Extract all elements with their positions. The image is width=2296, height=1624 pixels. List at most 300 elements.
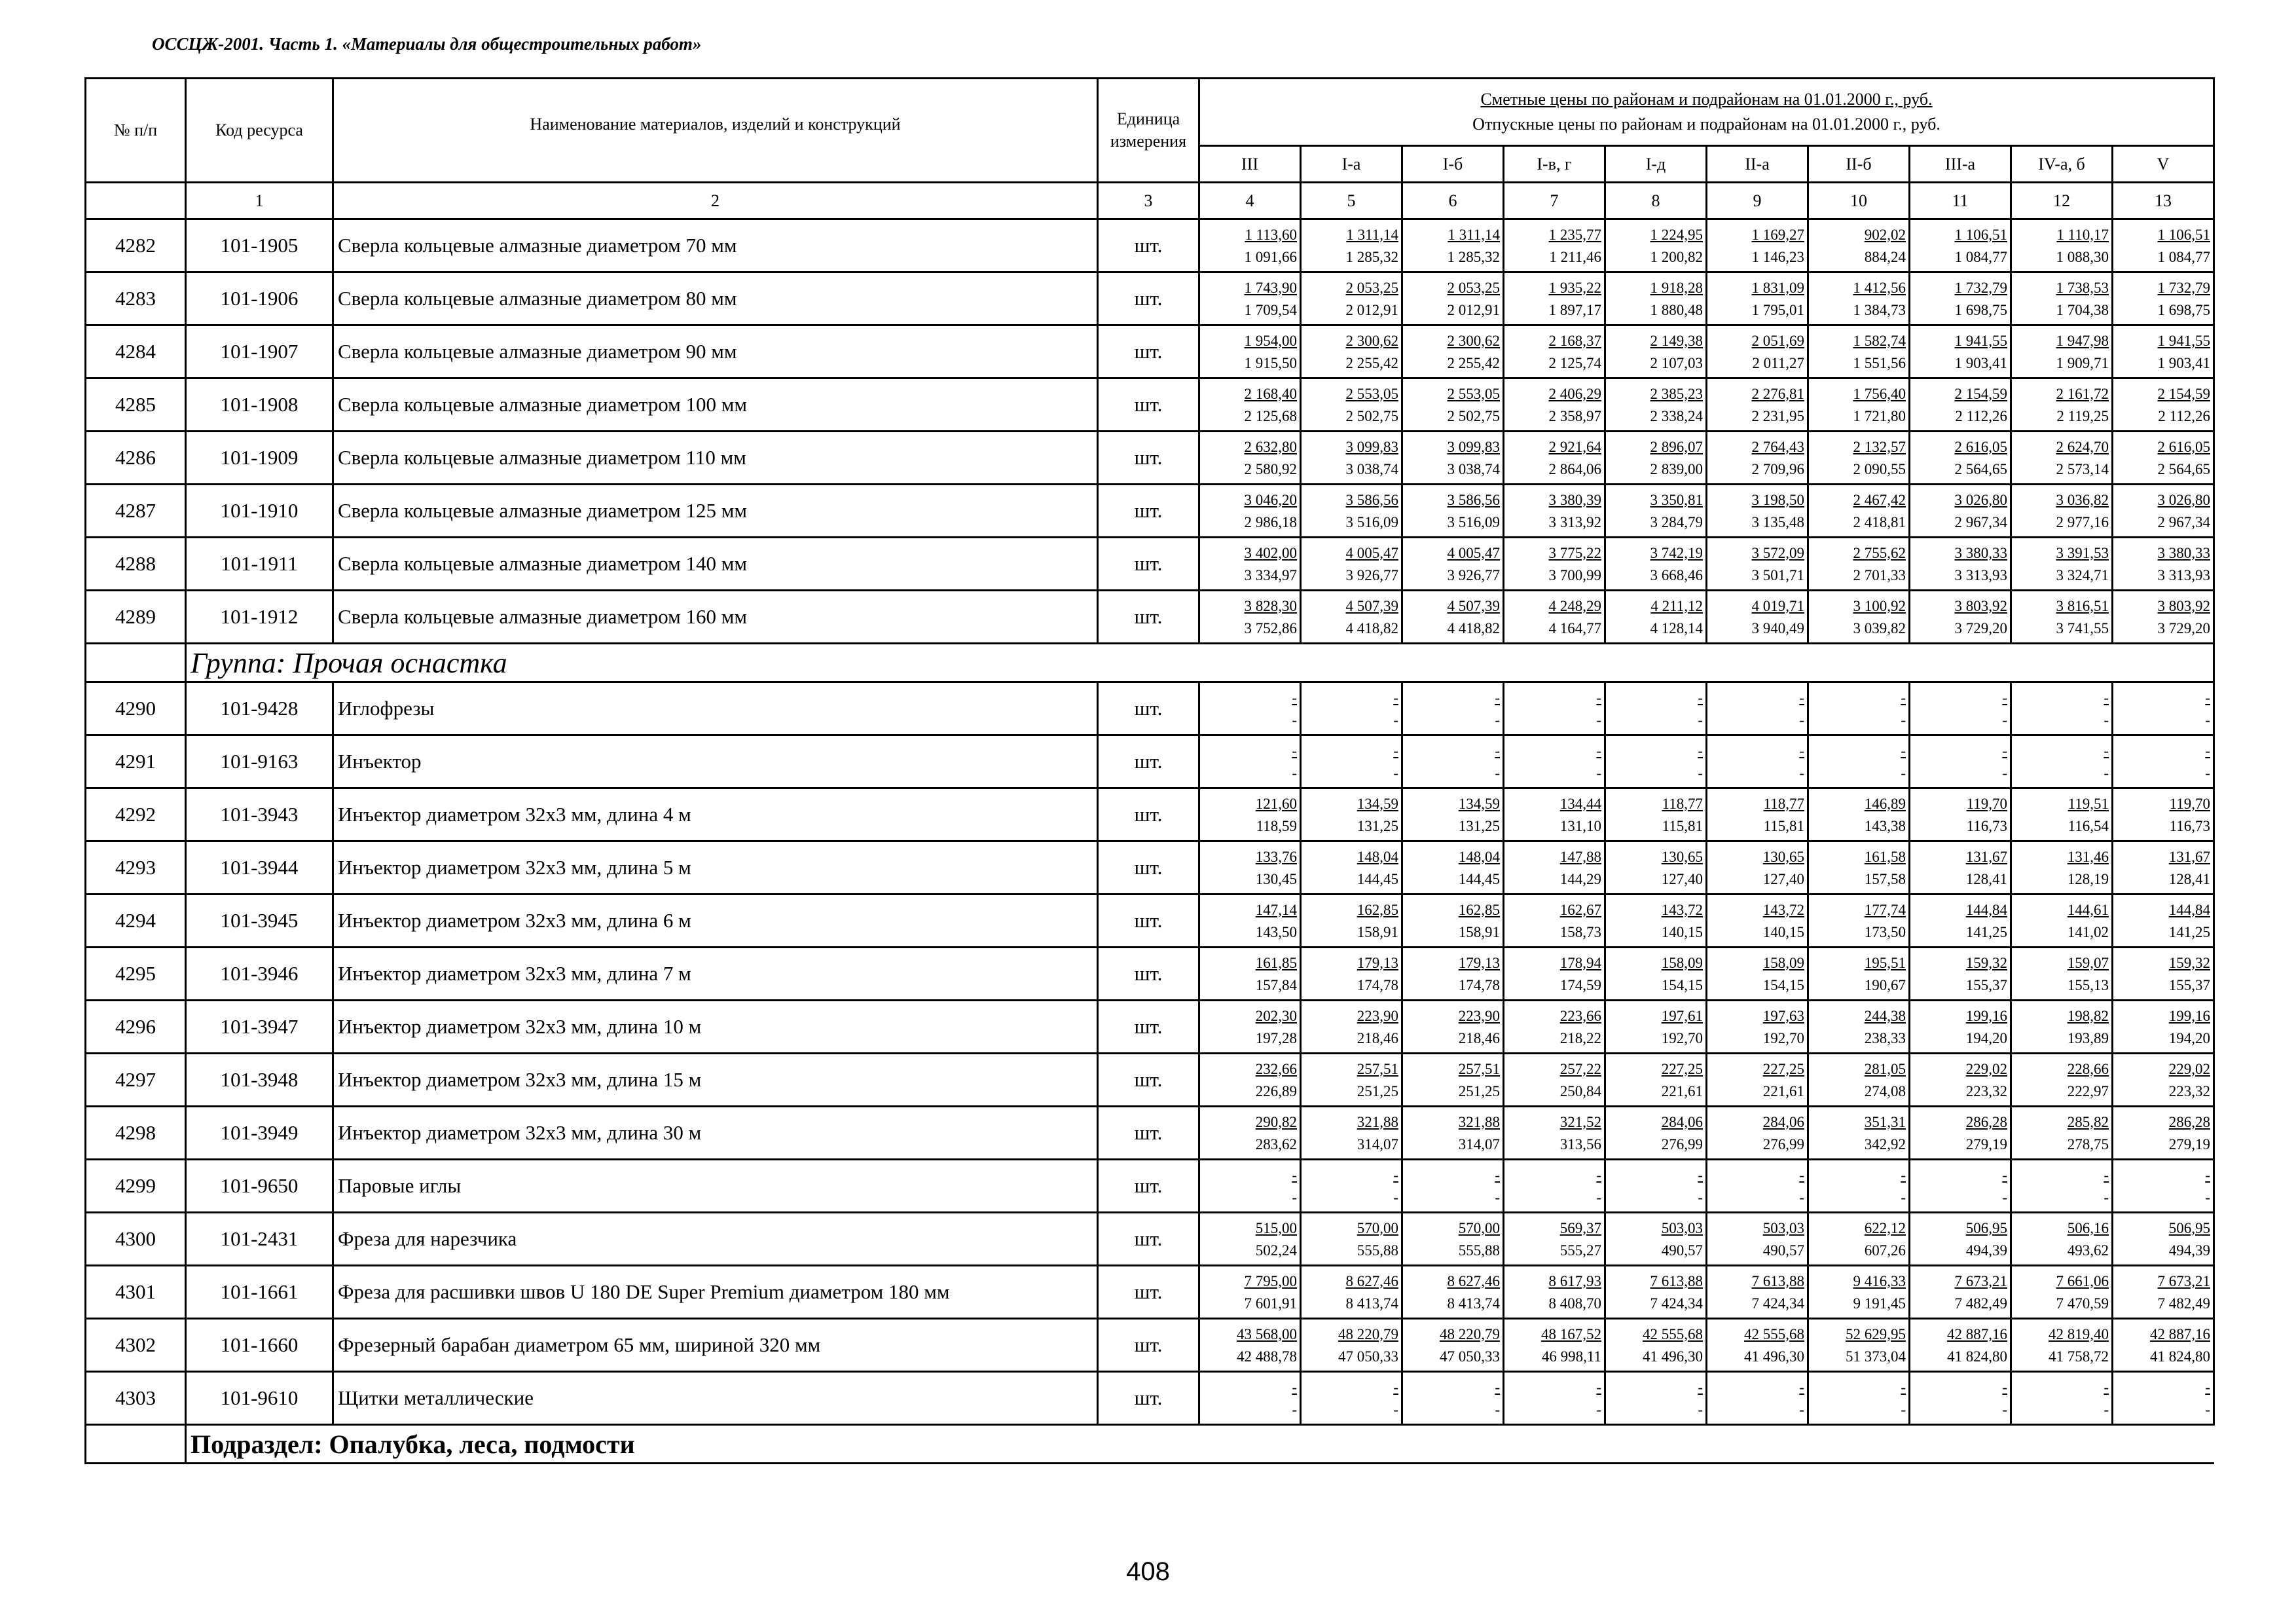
- release-price: 222,97: [2067, 1082, 2109, 1099]
- price-cell: [1808, 1107, 1910, 1160]
- resource-code: 101-9428: [186, 682, 333, 735]
- release-price: 1 903,41: [1954, 354, 2007, 371]
- price-cell: [1910, 219, 2011, 272]
- release-price: 3 926,77: [1447, 566, 1500, 583]
- price-cell: [1808, 538, 1910, 591]
- estimate-price: -: [1901, 1166, 1906, 1183]
- unit-of-measure: шт.: [1098, 841, 1199, 895]
- release-price: 1 903,41: [2157, 354, 2211, 371]
- release-price: 1 084,77: [1954, 248, 2007, 265]
- price-cell: [1707, 378, 1808, 432]
- release-price: 144,45: [1357, 870, 1398, 887]
- estimate-price: 119,51: [2068, 795, 2109, 812]
- row-number: 4282: [86, 219, 186, 272]
- release-price: 4 164,77: [1548, 619, 1601, 637]
- price-cell: [1199, 1054, 1301, 1107]
- estimate-price: 3 572,09: [1751, 544, 1804, 561]
- estimate-price: 48 220,79: [1440, 1325, 1500, 1342]
- resource-code: 101-1906: [186, 272, 333, 325]
- price-cell: [1402, 735, 1504, 788]
- release-price: -: [1799, 764, 1804, 781]
- price-cell: [1707, 895, 1808, 948]
- estimate-price: 570,00: [1458, 1219, 1500, 1236]
- estimate-price: 3 099,83: [1447, 438, 1500, 455]
- release-price: 3 752,86: [1244, 619, 1297, 637]
- release-price: 223,32: [2168, 1082, 2211, 1099]
- release-price: 51 373,04: [1846, 1348, 1906, 1365]
- release-price: 157,84: [1255, 976, 1297, 993]
- row-number: 4284: [86, 325, 186, 378]
- price-cell: [1605, 948, 1707, 1001]
- estimate-price: -: [2205, 1166, 2211, 1183]
- price-cell: [1199, 788, 1301, 841]
- price-cell: [2011, 1372, 2113, 1425]
- estimate-price: -: [1698, 689, 1703, 706]
- estimate-price: 3 046,20: [1244, 491, 1297, 508]
- release-price: 7 424,34: [1751, 1295, 1804, 1312]
- estimate-price: -: [1393, 1378, 1398, 1395]
- price-cell: [1301, 325, 1402, 378]
- release-price: -: [1495, 764, 1500, 781]
- estimate-price: 257,22: [1559, 1060, 1601, 1077]
- estimate-price: 3 198,50: [1751, 491, 1804, 508]
- estimate-price: 2 168,40: [1244, 385, 1297, 402]
- release-price: -: [1495, 1401, 1500, 1418]
- estimate-price: 321,88: [1357, 1113, 1398, 1130]
- release-price: -: [1292, 1189, 1297, 1206]
- estimate-price: 3 380,39: [1548, 491, 1601, 508]
- resource-code: 101-1909: [186, 432, 333, 485]
- release-price: 1 721,80: [1853, 407, 1906, 424]
- material-name: Сверла кольцевые алмазные диаметром 70 мм: [333, 219, 1098, 272]
- group-title: Группа: Прочая оснастка: [186, 644, 2214, 682]
- price-cell: [1910, 788, 2011, 841]
- row-number: 4303: [86, 1372, 186, 1425]
- release-price: 116,73: [2169, 817, 2211, 834]
- price-cell: [1605, 378, 1707, 432]
- unit-of-measure: шт.: [1098, 1160, 1199, 1213]
- price-cell: [1504, 591, 1605, 644]
- price-cell: [1199, 682, 1301, 735]
- release-price: 1 384,73: [1853, 301, 1906, 318]
- estimate-price: 133,76: [1255, 848, 1297, 865]
- estimate-price: 3 391,53: [2056, 544, 2109, 561]
- price-cell: [1605, 1372, 1707, 1425]
- estimate-price: 177,74: [1864, 901, 1906, 918]
- price-cell: [1199, 1001, 1301, 1054]
- estimate-price: -: [1292, 742, 1297, 759]
- price-cell: [1402, 841, 1504, 895]
- estimate-price: 130,65: [1661, 848, 1703, 865]
- price-cell: [1504, 1001, 1605, 1054]
- release-price: 221,61: [1762, 1082, 1804, 1099]
- release-price: -: [1292, 1401, 1297, 1418]
- price-cell: [2113, 788, 2214, 841]
- estimate-price: 158,09: [1762, 954, 1804, 971]
- resource-code: 101-1910: [186, 485, 333, 538]
- unit-of-measure: шт.: [1098, 682, 1199, 735]
- estimate-price: -: [2104, 1378, 2109, 1395]
- release-price: 8 408,70: [1548, 1295, 1601, 1312]
- estimate-price: -: [1292, 1378, 1297, 1395]
- release-price: -: [2002, 1189, 2007, 1206]
- release-price: 140,15: [1762, 923, 1804, 940]
- release-price: 8 413,74: [1447, 1295, 1500, 1312]
- price-cell: [1301, 1160, 1402, 1213]
- price-cell: [1402, 788, 1504, 841]
- estimate-price: 3 816,51: [2056, 597, 2109, 614]
- release-price: 238,33: [1864, 1029, 1906, 1046]
- price-cell: [1910, 735, 2011, 788]
- price-cell: [1301, 485, 1402, 538]
- estimate-price: -: [1799, 689, 1804, 706]
- estimate-price: -: [2205, 689, 2211, 706]
- row-number: 4301: [86, 1266, 186, 1319]
- release-price: 140,15: [1661, 923, 1703, 940]
- release-price: 131,25: [1458, 817, 1500, 834]
- material-name: Сверла кольцевые алмазные диаметром 160 мм: [333, 591, 1098, 644]
- estimate-price: 3 742,19: [1650, 544, 1703, 561]
- row-number: 4293: [86, 841, 186, 895]
- estimate-price: 902,02: [1864, 226, 1906, 243]
- estimate-price: 144,84: [1965, 901, 2007, 918]
- subsection-row-blank: [86, 1425, 186, 1464]
- estimate-price: 143,72: [1661, 901, 1703, 918]
- price-cell: [2011, 1266, 2113, 1319]
- column-number: 8: [1605, 183, 1707, 219]
- release-price: -: [1698, 1401, 1703, 1418]
- estimate-price: -: [1596, 742, 1601, 759]
- release-price: 276,99: [1762, 1135, 1804, 1153]
- estimate-price: 3 402,00: [1244, 544, 1297, 561]
- price-cell: [1707, 1372, 1808, 1425]
- price-cell: [1199, 1213, 1301, 1266]
- release-price: 276,99: [1661, 1135, 1703, 1153]
- estimate-price: 134,59: [1458, 795, 1500, 812]
- price-cell: [2113, 1319, 2214, 1372]
- release-price: 116,73: [1966, 817, 2007, 834]
- release-price: -: [1596, 764, 1601, 781]
- estimate-price: -: [1495, 1378, 1500, 1395]
- price-cell: [1605, 538, 1707, 591]
- price-cell: [1402, 432, 1504, 485]
- estimate-price: 1 954,00: [1244, 332, 1297, 349]
- price-cell: [1808, 735, 1910, 788]
- release-price: 2 967,34: [2157, 513, 2211, 530]
- price-cell: [1402, 538, 1504, 591]
- price-cell: [2113, 1107, 2214, 1160]
- estimate-price: 1 743,90: [1244, 279, 1297, 296]
- price-cell: [1707, 1107, 1808, 1160]
- price-cell: [1402, 325, 1504, 378]
- price-cell: [1910, 432, 2011, 485]
- resource-code: 101-1660: [186, 1319, 333, 1372]
- price-cell: [1402, 682, 1504, 735]
- material-name: Иглофрезы: [333, 682, 1098, 735]
- row-number: 4300: [86, 1213, 186, 1266]
- column-number: 13: [2113, 183, 2214, 219]
- release-price: 494,39: [2168, 1242, 2211, 1259]
- release-price: 250,84: [1559, 1082, 1601, 1099]
- price-cell: [1707, 485, 1808, 538]
- header-region: IV-а, б: [2011, 146, 2113, 183]
- header-region: V: [2113, 146, 2214, 183]
- estimate-price: 118,77: [1763, 795, 1804, 812]
- estimate-price: 257,51: [1357, 1060, 1398, 1077]
- row-number: 4299: [86, 1160, 186, 1213]
- price-cell: [1707, 219, 1808, 272]
- release-price: -: [2104, 1401, 2109, 1418]
- estimate-price: 569,37: [1559, 1219, 1601, 1236]
- material-name: Сверла кольцевые алмазные диаметром 80 мм: [333, 272, 1098, 325]
- row-number: 4288: [86, 538, 186, 591]
- release-price: 226,89: [1255, 1082, 1297, 1099]
- price-cell: [1605, 272, 1707, 325]
- estimate-price: 1 738,53: [2056, 279, 2109, 296]
- price-cell: [1199, 538, 1301, 591]
- material-name: Фреза для нарезчика: [333, 1213, 1098, 1266]
- release-price: 115,81: [1763, 817, 1804, 834]
- release-price: 342,92: [1864, 1135, 1906, 1153]
- release-price: -: [1901, 711, 1906, 728]
- estimate-price: 158,09: [1661, 954, 1703, 971]
- price-cell: [1402, 1160, 1504, 1213]
- price-cell: [2113, 1266, 2214, 1319]
- estimate-price: 2 616,05: [1954, 438, 2007, 455]
- estimate-price: 161,85: [1255, 954, 1297, 971]
- estimate-price: 3 803,92: [1954, 597, 2007, 614]
- table-row: [86, 378, 2214, 432]
- release-price: 3 313,93: [1954, 566, 2007, 583]
- price-cell: [1301, 1319, 1402, 1372]
- release-price: 607,26: [1864, 1242, 1906, 1259]
- release-price: 127,40: [1762, 870, 1804, 887]
- estimate-price: 2 921,64: [1548, 438, 1601, 455]
- release-price: 490,57: [1661, 1242, 1703, 1259]
- price-cell: [2011, 485, 2113, 538]
- price-cell: [1808, 325, 1910, 378]
- price-cell: [1605, 325, 1707, 378]
- estimate-price: 1 224,95: [1650, 226, 1703, 243]
- price-cell: [1707, 682, 1808, 735]
- estimate-price: 4 507,39: [1447, 597, 1500, 614]
- estimate-price: 2 132,57: [1853, 438, 1906, 455]
- estimate-price: 1 311,14: [1346, 226, 1398, 243]
- release-price: -: [1393, 711, 1398, 728]
- release-price: 1 709,54: [1244, 301, 1297, 318]
- release-price: 1 704,38: [2056, 301, 2109, 318]
- estimate-price: 42 555,68: [1744, 1325, 1804, 1342]
- price-cell: [1808, 682, 1910, 735]
- release-price: 555,88: [1357, 1242, 1398, 1259]
- table-row: [86, 325, 2214, 378]
- release-price: 9 191,45: [1853, 1295, 1906, 1312]
- material-name: Инъектор диаметром 32х3 мм, длина 5 м: [333, 841, 1098, 895]
- price-cell: [1402, 272, 1504, 325]
- release-price: 118,59: [1256, 817, 1297, 834]
- estimate-price: 7 661,06: [2056, 1272, 2109, 1289]
- estimate-price: 1 732,79: [1954, 279, 2007, 296]
- release-price: 7 601,91: [1244, 1295, 1297, 1312]
- release-price: 47 050,33: [1338, 1348, 1398, 1365]
- column-number: 2: [333, 183, 1098, 219]
- header-region: I-б: [1402, 146, 1504, 183]
- unit-of-measure: шт.: [1098, 895, 1199, 948]
- estimate-price: 3 775,22: [1548, 544, 1601, 561]
- release-price: 3 313,92: [1548, 513, 1601, 530]
- price-cell: [1808, 1372, 1910, 1425]
- estimate-price: 52 629,95: [1846, 1325, 1906, 1342]
- estimate-price: 321,52: [1559, 1113, 1601, 1130]
- material-name: Сверла кольцевые алмазные диаметром 140 мм: [333, 538, 1098, 591]
- estimate-price: 130,65: [1762, 848, 1804, 865]
- unit-of-measure: шт.: [1098, 1372, 1199, 1425]
- release-price: -: [1698, 711, 1703, 728]
- release-price: 1 088,30: [2056, 248, 2109, 265]
- estimate-price: 1 935,22: [1548, 279, 1601, 296]
- row-number: 4290: [86, 682, 186, 735]
- unit-of-measure: шт.: [1098, 735, 1199, 788]
- estimate-price: 2 051,69: [1751, 332, 1804, 349]
- release-price: -: [1393, 1189, 1398, 1206]
- estimate-price: 4 248,29: [1548, 597, 1601, 614]
- column-number: 3: [1098, 183, 1199, 219]
- release-price: 502,24: [1255, 1242, 1297, 1259]
- estimate-price: -: [1698, 1378, 1703, 1395]
- estimate-price: 147,88: [1559, 848, 1601, 865]
- estimate-price: 2 406,29: [1548, 385, 1601, 402]
- estimate-price: 3 350,81: [1650, 491, 1703, 508]
- release-price: 1 285,32: [1447, 248, 1500, 265]
- resource-code: 101-9650: [186, 1160, 333, 1213]
- release-price: 2 580,92: [1244, 460, 1297, 477]
- release-price: 1 084,77: [2157, 248, 2211, 265]
- header-region: II-а: [1707, 146, 1808, 183]
- estimate-price: 351,31: [1864, 1113, 1906, 1130]
- release-price: -: [1799, 711, 1804, 728]
- release-price: -: [1596, 1401, 1601, 1418]
- estimate-price: 147,14: [1255, 901, 1297, 918]
- release-price: -: [2205, 1401, 2211, 1418]
- release-price: 2 573,14: [2056, 460, 2109, 477]
- estimate-price: 281,05: [1864, 1060, 1906, 1077]
- table-row: [86, 591, 2214, 644]
- price-cell: [1504, 948, 1605, 1001]
- price-cell: [1504, 788, 1605, 841]
- table-row: [86, 1319, 2214, 1372]
- unit-of-measure: шт.: [1098, 1266, 1199, 1319]
- price-cell: [1707, 1319, 1808, 1372]
- release-price: 2 011,27: [1752, 354, 1804, 371]
- price-cell: [2011, 841, 2113, 895]
- price-cell: [1808, 895, 1910, 948]
- resource-code: 101-1908: [186, 378, 333, 432]
- release-price: 1 915,50: [1244, 354, 1297, 371]
- estimate-price: 2 168,37: [1548, 332, 1601, 349]
- row-number: 4292: [86, 788, 186, 841]
- estimate-price: -: [1799, 1166, 1804, 1183]
- estimate-price: 229,02: [1965, 1060, 2007, 1077]
- table-row: [86, 735, 2214, 788]
- price-cell: [1402, 1213, 1504, 1266]
- release-price: 47 050,33: [1440, 1348, 1500, 1365]
- release-price: 251,25: [1458, 1082, 1500, 1099]
- estimate-price: 9 416,33: [1853, 1272, 1906, 1289]
- estimate-price: 2 161,72: [2056, 385, 2109, 402]
- price-cell: [2113, 325, 2214, 378]
- unit-of-measure: шт.: [1098, 432, 1199, 485]
- release-price: 1 551,56: [1853, 354, 1906, 371]
- estimate-price: 131,46: [2067, 848, 2109, 865]
- release-price: 173,50: [1864, 923, 1906, 940]
- price-cell: [1301, 735, 1402, 788]
- release-price: 2 701,33: [1853, 566, 1906, 583]
- release-price: 41 824,80: [2150, 1348, 2211, 1365]
- estimate-price: 290,82: [1255, 1113, 1297, 1130]
- release-price: 494,39: [1965, 1242, 2007, 1259]
- table-row: [86, 682, 2214, 735]
- estimate-price: 162,85: [1458, 901, 1500, 918]
- price-cell: [1301, 1107, 1402, 1160]
- row-number: 4287: [86, 485, 186, 538]
- price-cell: [1808, 378, 1910, 432]
- estimate-price: 179,13: [1357, 954, 1398, 971]
- row-number: 4295: [86, 948, 186, 1001]
- estimate-price: -: [2104, 742, 2109, 759]
- release-price: 278,75: [2067, 1135, 2109, 1153]
- estimate-price: 178,94: [1559, 954, 1601, 971]
- price-cell: [1910, 682, 2011, 735]
- estimate-price: 3 586,56: [1345, 491, 1398, 508]
- estimate-price: 7 673,21: [1954, 1272, 2007, 1289]
- unit-of-measure: шт.: [1098, 219, 1199, 272]
- release-price: 155,37: [2168, 976, 2211, 993]
- price-cell: [1808, 948, 1910, 1001]
- estimate-price: 1 311,14: [1448, 226, 1500, 243]
- estimate-price: 43 568,00: [1237, 1325, 1297, 1342]
- estimate-price: 7 613,88: [1650, 1272, 1703, 1289]
- column-number: 7: [1504, 183, 1605, 219]
- price-cell: [1199, 432, 1301, 485]
- estimate-price: -: [1393, 742, 1398, 759]
- price-cell: [1910, 1319, 2011, 1372]
- price-cell: [1199, 272, 1301, 325]
- estimate-price: 2 553,05: [1345, 385, 1398, 402]
- price-cell: [1910, 948, 2011, 1001]
- estimate-price: 506,95: [2168, 1219, 2211, 1236]
- price-cell: [1605, 485, 1707, 538]
- price-cell: [2011, 591, 2113, 644]
- price-cell: [1504, 841, 1605, 895]
- price-cell: [1707, 538, 1808, 591]
- material-name: Фреза для расшивки швов U 180 DE Super Premium диаметром 180 мм: [333, 1266, 1098, 1319]
- material-name: Фрезерный барабан диаметром 65 мм, шириной 320 мм: [333, 1319, 1098, 1372]
- price-cell: [1910, 841, 2011, 895]
- release-price: 221,61: [1661, 1082, 1703, 1099]
- resource-code: 101-2431: [186, 1213, 333, 1266]
- price-cell: [2011, 948, 2113, 1001]
- release-price: 193,89: [2067, 1029, 2109, 1046]
- estimate-price: 161,58: [1864, 848, 1906, 865]
- estimate-price: 284,06: [1661, 1113, 1703, 1130]
- estimate-price: 159,32: [2168, 954, 2211, 971]
- release-price: 3 039,82: [1853, 619, 1906, 637]
- release-price: 2 107,03: [1650, 354, 1703, 371]
- estimate-price: -: [1495, 689, 1500, 706]
- release-price: 3 940,49: [1751, 619, 1804, 637]
- estimate-price: 42 819,40: [2049, 1325, 2109, 1342]
- price-cell: [1605, 432, 1707, 485]
